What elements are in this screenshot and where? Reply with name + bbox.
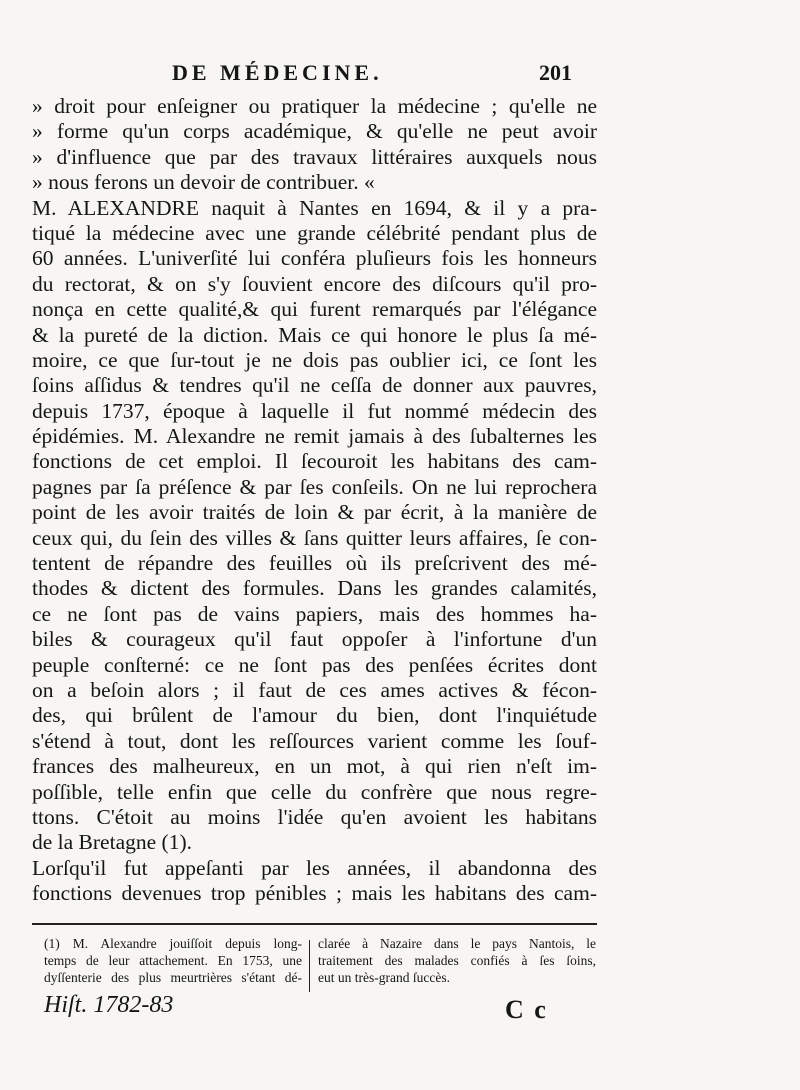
- text-line: fonctions devenues trop pénibles ; mais les habitans des cam-: [32, 881, 597, 906]
- text-line: 60 années. L'univerſité lui conféra pluſieurs fois les honneurs: [32, 246, 597, 271]
- text-line: on a beſoin alors ; il faut de ces ames actives & fécon-: [32, 677, 597, 702]
- text-line: & la pureté de la diction. Mais ce qui honore le plus ſa mé-: [32, 322, 597, 347]
- footnote-column-right: [318, 935, 596, 986]
- text-line: M. ALEXANDRE naquit à Nantes en 1694, & il y a pra-: [32, 195, 597, 220]
- text-line: ſoins aſſidus & tendres qu'il ne ceſſa de donner aux pauvres,: [32, 373, 597, 398]
- text-line: frances des malheureux, en un mot, à qui rien n'eſt im-: [32, 754, 597, 779]
- footnote-column-left: [44, 935, 302, 986]
- text-line: Lorſqu'il fut appeſanti par les années, il abandonna des: [32, 855, 597, 880]
- text-line: s'étend à tout, dont les reſſources varient comme les ſouf-: [32, 728, 597, 753]
- text-line: du rectorat, & on s'y ſouvient encore des diſcours qu'il pro-: [32, 271, 597, 296]
- text-line: tiqué la médecine avec une grande célébrité pendant plus de: [32, 220, 597, 245]
- text-line: depuis 1737, époque à laquelle il fut nommé médecin des: [32, 398, 597, 423]
- text-line: nonça en cette qualité,& qui furent remarqués par l'élégance: [32, 297, 597, 322]
- body-text: [32, 94, 597, 907]
- page-header: [172, 60, 572, 90]
- footnote-line: eut un très-grand ſuccès.: [318, 970, 450, 985]
- text-line: point de les avoir traités de loin & par écrit, à la manière de: [32, 500, 597, 525]
- text-line: biles & courageux qu'il faut oppoſer à l'infortune d'un: [32, 627, 597, 652]
- text-line: tentent de répandre des feuilles où ils preſcrivent des mé-: [32, 551, 597, 576]
- text-line: poſſible, telle enfin que celle du confrère que nous regre-: [32, 779, 597, 804]
- text-line: peuple conſterné: ce ne ſont pas des penſées écrites dont: [32, 652, 597, 677]
- text-line: » droit pour enſeigner ou pratiquer la médecine ; qu'elle ne: [32, 94, 597, 118]
- footnote-line: traitement des malades confiés à ſes ſoins,: [318, 953, 596, 968]
- footnote-line: temps de leur attachement. En 1753, une: [44, 953, 302, 968]
- text-line: » forme qu'un corps académique, & qu'elle ne peut avoir: [32, 119, 597, 144]
- footnote-rule: [32, 923, 597, 925]
- page-number: 201: [539, 60, 572, 85]
- running-title: DE MÉDECINE.: [172, 60, 383, 85]
- handwritten-note: Hiſt. 1782-83: [44, 992, 174, 1018]
- text-line: » nous ferons un devoir de contribuer. «: [32, 170, 375, 195]
- text-line: » d'influence que par des travaux littéraires auxquels nous: [32, 144, 597, 169]
- text-line: fonctions de cet emploi. Il ſecouroit les habitans des cam-: [32, 449, 597, 474]
- footnote-line: clarée à Nazaire dans le pays Nantois, le: [318, 936, 596, 951]
- text-line: thodes & dictent des formules. Dans les grandes calamités,: [32, 576, 597, 601]
- printer-signature: C c: [505, 995, 548, 1024]
- footnote-line: dyſſenterie des plus meurtrières s'étant dé-: [44, 970, 302, 985]
- text-line: pagnes par ſa préſence & par ſes conſeils. On ne lui reprochera: [32, 474, 597, 499]
- text-line: de la Bretagne (1).: [32, 830, 192, 855]
- text-line: ce ne ſont pas de vains papiers, mais des hommes ha-: [32, 601, 597, 626]
- text-line: des, qui brûlent de l'amour du bien, dont l'inquiétude: [32, 703, 597, 728]
- text-line: ceux qui, du ſein des villes & ſans quitter leurs affaires, ſe con-: [32, 525, 597, 550]
- text-line: ttons. C'étoit au moins l'idée qu'en avoient les habitans: [32, 804, 597, 829]
- text-line: épidémies. M. Alexandre ne remit jamais à des ſubalternes les: [32, 424, 597, 449]
- text-line: moire, ce que ſur-tout je ne dois pas oublier ici, ce ſont les: [32, 347, 597, 372]
- footnote-line: (1) M. Alexandre jouiſſoit depuis long-: [44, 936, 302, 951]
- footnote-divider: [309, 940, 310, 992]
